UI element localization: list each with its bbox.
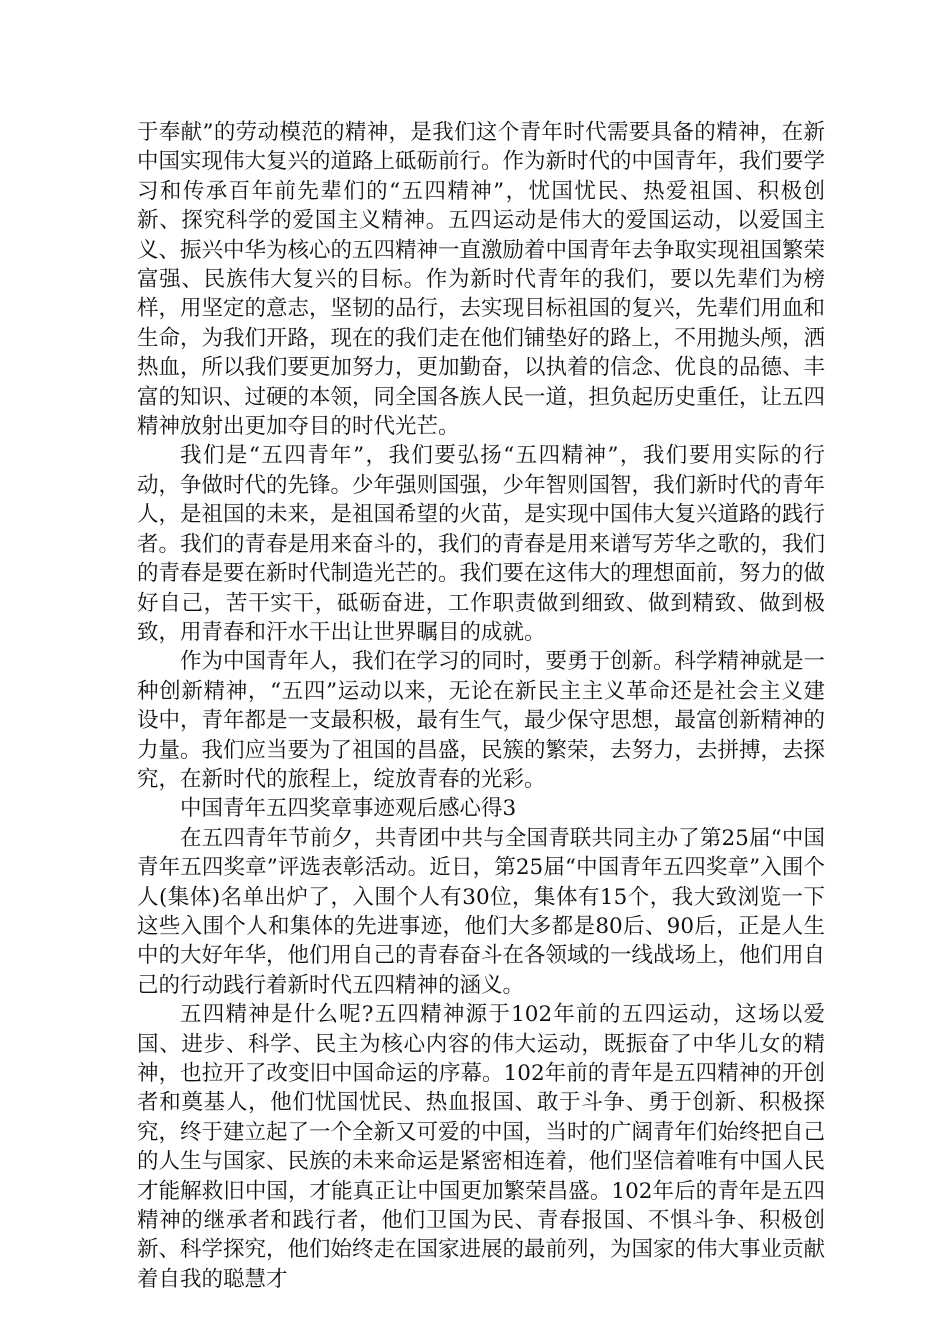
section-heading: 中国青年五四奖章事迹观后感心得3: [180, 796, 517, 822]
paragraph-5: 五四精神是什么呢?五四精神源于102年前的五四运动，这场以爱国、进步、科学、民主为核心内容的伟大运动，既振奋了中华儿女的精神，也拉开了改变旧中国命运的序幕。102年前的青年是五四精神的开创者和奠基人，他们忧国忧民、热血报国、敢于斗争、勇于创新、积极探究，终于建立起了一个全新又可爱的中国，当时的广阔青年们始终把自己的人生与国家、民族的未来命运是紧密相连着，他们坚信着唯有中国人民才能解救旧中国，才能真正让中国更加繁荣昌盛。102年后的青年是五四精神的继承者和践行者，他们卫国为民、青春报国、不惧斗争、积极创新、科学探究，他们始终走在国家进展的最前列，为国家的伟大事业贡献着自我的聪慧才: [137, 1002, 826, 1292]
paragraph-1: 于奉献”的劳动模范的精神，是我们这个青年时代需要具备的精神，在新中国实现伟大复兴的道路上砥砺前行。作为新时代的中国青年，我们要学习和传承百年前先辈们的“五四精神”，忧国忧民、热爱祖国、积极创新、探究科学的爱国主义精神。五四运动是伟大的爱国运动，以爱国主义、振兴中华为核心的五四精神一直激励着中国青年去争取实现祖国繁荣富强、民族伟大复兴的目标。作为新时代青年的我们，要以先辈们为榜样，用坚定的意志，坚韧的品行，去实现目标祖国的复兴，先辈们用血和生命，为我们开路，现在的我们走在他们铺垫好的路上，不用抛头颅，洒热血，所以我们要更加努力，更加勤奋，以执着的信念、优良的品德、丰富的知识、过硬的本领，同全国各族人民一道，担负起历史重任，让五四精神放射出更加夺目的时代光芒。: [137, 120, 826, 440]
paragraph-4: 在五四青年节前夕，共青团中共与全国青联共同主办了第25届“中国青年五四奖章”评选表彰活动。近日，第25届“中国青年五四奖章”入围个人(集体)名单出炉了，入围个人有30位，集体有15个，我大致浏览一下这些入围个人和集体的先进事迹，他们大多都是80后、90后，正是人生中的大好年华，他们用自己的青春奋斗在各领域的一线战场上，他们用自己的行动践行着新时代五四精神的涵义。: [137, 825, 826, 998]
paragraph-3: 作为中国青年人，我们在学习的同时，要勇于创新。科学精神就是一种创新精神，“五四”运动以来，无论在新民主主义革命还是社会主义建设中，青年都是一支最积极，最有生气，最少保守思想，最富创新精神的力量。我们应当要为了祖国的昌盛，民簇的繁荣，去努力，去拼搏，去探究，在新时代的旅程上，绽放青春的光彩。: [137, 649, 826, 792]
paragraph-2: 我们是“五四青年”，我们要弘扬“五四精神”，我们要用实际的行动，争做时代的先锋。少年强则国强，少年智则国智，我们新时代的青年人，是祖国的未来，是祖国希望的火苗，是实现中国伟大复兴道路的践行者。我们的青春是用来奋斗的，我们的青春是用来谱写芳华之歌的，我们的青春是要在新时代制造光芒的。我们要在这伟大的理想面前，努力的做好自己，苦干实干，砥砺奋进，工作职责做到细致、做到精致、做到极致，用青春和汗水干出让世界瞩目的成就。: [137, 443, 826, 645]
document-page: [137, 118, 825, 1294]
